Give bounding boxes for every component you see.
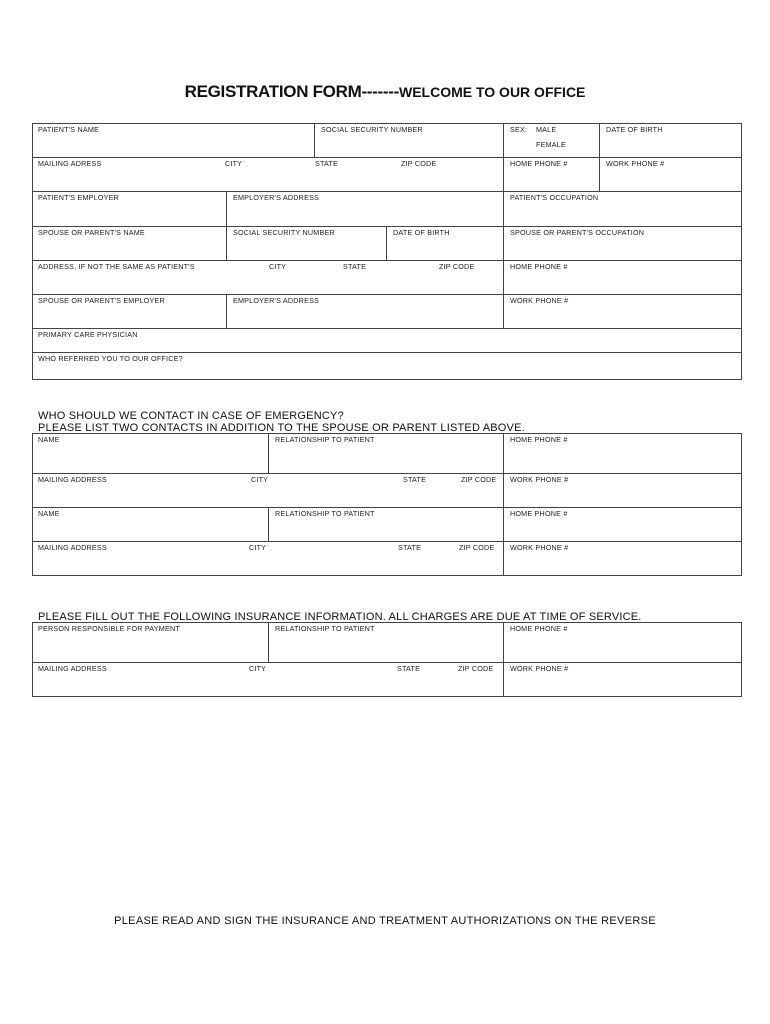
form-title-sub: WELCOME TO OUR OFFICE bbox=[398, 84, 586, 100]
sex-label: SEX: bbox=[510, 125, 528, 134]
footer-note: PLEASE READ AND SIGN THE INSURANCE AND TREATMENT AUTHORIZATIONS ON THE REVERSE bbox=[114, 915, 656, 927]
insurance-section bbox=[32, 622, 742, 697]
spouse-employer-address-label: EMPLOYER'S ADDRESS bbox=[233, 296, 320, 305]
patient-row-referred bbox=[33, 353, 741, 379]
spouse-work-phone-label: WORK PHONE # bbox=[510, 296, 569, 305]
emergency-name-label: NAME bbox=[38, 435, 60, 444]
emergency-work-phone-label: WORK PHONE # bbox=[510, 475, 569, 484]
emergency-home-phone-label: HOME PHONE # bbox=[510, 435, 568, 444]
insurance-home-phone-label: HOME PHONE # bbox=[510, 624, 568, 633]
patient-section bbox=[32, 123, 742, 380]
form-title-main: REGISTRATION FORM------- bbox=[184, 82, 399, 101]
insurance-work-phone-label: WORK PHONE # bbox=[510, 664, 569, 673]
insurance-mailing-label: MAILING ADDRESS bbox=[38, 664, 107, 673]
alt-city-label: CITY bbox=[269, 262, 287, 271]
emergency-heading: WHO SHOULD WE CONTACT IN CASE OF EMERGENCY? bbox=[38, 410, 344, 422]
insurance-state-label: STATE bbox=[397, 664, 421, 673]
spouse-occupation-label: SPOUSE OR PARENT'S OCCUPATION bbox=[510, 228, 645, 237]
patient-row-physician bbox=[33, 329, 741, 353]
spouse-name-label: SPOUSE OR PARENT'S NAME bbox=[38, 228, 145, 237]
sex-female-option[interactable]: FEMALE bbox=[536, 140, 566, 149]
employer-address-label: EMPLOYER'S ADDRESS bbox=[233, 193, 320, 202]
alt-address-label: ADDRESS, IF NOT THE SAME AS PATIENT'S bbox=[38, 262, 195, 271]
emergency-zip-label: ZIP CODE bbox=[459, 543, 495, 552]
employer-label: PATIENT'S EMPLOYER bbox=[38, 193, 119, 202]
emergency-zip-label: ZIP CODE bbox=[461, 475, 497, 484]
insurance-relationship-label: RELATIONSHIP TO PATIENT bbox=[275, 624, 375, 633]
insurance-city-label: CITY bbox=[249, 664, 267, 673]
insurance-heading: PLEASE FILL OUT THE FOLLOWING INSURANCE INFORMATION. ALL CHARGES ARE DUE AT TIME OF SERVICE. bbox=[38, 611, 642, 623]
patient-row-mailing bbox=[33, 158, 741, 192]
sex-male-option[interactable]: MALE bbox=[536, 125, 557, 134]
occupation-label: PATIENT'S OCCUPATION bbox=[510, 193, 599, 202]
dob-label: DATE OF BIRTH bbox=[606, 125, 663, 134]
spouse-dob-label: DATE OF BIRTH bbox=[393, 228, 450, 237]
physician-label: PRIMARY CARE PHYSICIAN bbox=[38, 330, 138, 339]
alt-state-label: STATE bbox=[343, 262, 367, 271]
patient-row-employer bbox=[33, 192, 741, 227]
emergency-state-label: STATE bbox=[403, 475, 427, 484]
spouse-ssn-label: SOCIAL SECURITY NUMBER bbox=[233, 228, 335, 237]
form-title bbox=[0, 82, 770, 102]
emergency-city-label: CITY bbox=[249, 543, 267, 552]
alt-home-phone-label: HOME PHONE # bbox=[510, 262, 568, 271]
emergency-name-label: NAME bbox=[38, 509, 60, 518]
insurance-row-responsible bbox=[33, 623, 741, 663]
zip-label: ZIP CODE bbox=[401, 159, 437, 168]
patient-row-name bbox=[33, 124, 741, 158]
emergency-section bbox=[32, 433, 742, 576]
insurance-row-mailing bbox=[33, 663, 741, 696]
alt-zip-label: ZIP CODE bbox=[439, 262, 475, 271]
spouse-employer-label: SPOUSE OR PARENT'S EMPLOYER bbox=[38, 296, 165, 305]
home-phone-label: HOME PHONE # bbox=[510, 159, 568, 168]
responsible-label: PERSON RESPONSIBLE FOR PAYMENT bbox=[38, 624, 180, 633]
insurance-zip-label: ZIP CODE bbox=[458, 664, 494, 673]
emergency-mailing-label: MAILING ADDRESS bbox=[38, 543, 107, 552]
emergency-row-mailing-1 bbox=[33, 474, 741, 508]
patient-row-spouse bbox=[33, 227, 741, 261]
emergency-mailing-label: MAILING ADDRESS bbox=[38, 475, 107, 484]
emergency-subheading: PLEASE LIST TWO CONTACTS IN ADDITION TO THE SPOUSE OR PARENT LISTED ABOVE. bbox=[38, 422, 525, 434]
patient-row-alt-address bbox=[33, 261, 741, 295]
emergency-relationship-label: RELATIONSHIP TO PATIENT bbox=[275, 509, 375, 518]
emergency-row-mailing-2 bbox=[33, 542, 741, 575]
emergency-state-label: STATE bbox=[398, 543, 422, 552]
emergency-relationship-label: RELATIONSHIP TO PATIENT bbox=[275, 435, 375, 444]
patient-name-label: PATIENT'S NAME bbox=[38, 125, 100, 134]
emergency-city-label: CITY bbox=[251, 475, 269, 484]
work-phone-label: WORK PHONE # bbox=[606, 159, 665, 168]
city-label: CITY bbox=[225, 159, 243, 168]
emergency-row-name-1 bbox=[33, 434, 741, 474]
emergency-work-phone-label: WORK PHONE # bbox=[510, 543, 569, 552]
patient-row-spouse-employer bbox=[33, 295, 741, 329]
ssn-label: SOCIAL SECURITY NUMBER bbox=[321, 125, 423, 134]
state-label: STATE bbox=[315, 159, 339, 168]
mailing-address-label: MAILING ADRESS bbox=[38, 159, 102, 168]
emergency-row-name-2 bbox=[33, 508, 741, 542]
emergency-home-phone-label: HOME PHONE # bbox=[510, 509, 568, 518]
referred-label: WHO REFERRED YOU TO OUR OFFICE? bbox=[38, 354, 183, 363]
